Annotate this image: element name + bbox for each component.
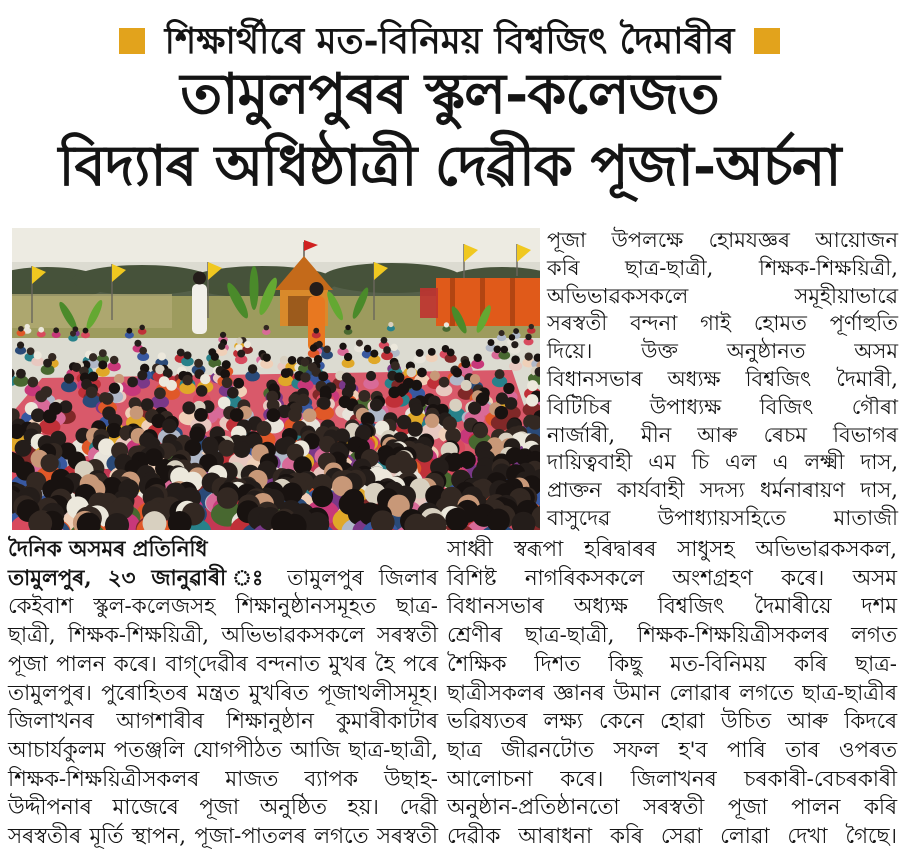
body-column-bottom-right bbox=[447, 536, 897, 852]
photo-haze bbox=[12, 228, 540, 262]
body-column-right-top bbox=[547, 227, 898, 533]
body-column-bottom-left bbox=[8, 536, 438, 852]
body-line: আচাৰ্যকুলম পতঞ্জলি যোগপীঠত আজি ছাত্ৰ-ছাত্ৰী, bbox=[8, 737, 438, 763]
body-line: নাৰ্জাৰী, মীন আৰু ৰেচম বিভাগৰ bbox=[547, 422, 898, 447]
body-line: অনুষ্ঠান-প্ৰতিষ্ঠানতো সৰস্বতী পূজা পালন কৰি bbox=[447, 795, 897, 821]
news-photo bbox=[12, 228, 540, 530]
main-headline-line1: তামুলপুৰৰ স্কুল-কলেজত bbox=[180, 61, 719, 127]
body-line: বাসুদেৱ উপাধ্যায়সহিতে মাতাজী bbox=[547, 505, 898, 530]
body-line: দায়িত্ববাহী এম চি এল এ লক্ষ্মী দাস, bbox=[547, 450, 898, 475]
photo-standing-man-white bbox=[192, 272, 207, 335]
body-line: ছাত্ৰী, শিক্ষক-শিক্ষয়িত্ৰী, অভিভাৱকসকলে সৰস্বতী bbox=[8, 623, 438, 649]
kicker-square-left-icon bbox=[119, 28, 145, 54]
byline: দৈনিক অসমৰ প্ৰতিনিধি bbox=[8, 537, 208, 562]
body-line: কৰি ছাত্ৰ-ছাত্ৰী, শিক্ষক-শিক্ষয়িত্ৰী, bbox=[547, 255, 898, 280]
dateline: তামুলপুৰ, ২৩ জানুৱাৰী ঃ bbox=[8, 565, 272, 591]
body-line: শিক্ষক-শিক্ষয়িত্ৰীসকলৰ মাজত ব্যাপক উছাহ- bbox=[8, 766, 438, 792]
main-headline-line2: বিদ্যাৰ অধিষ্ঠাত্ৰী দেৱীক পূজা-অৰ্চনা bbox=[58, 133, 841, 199]
body-line: উদ্দীপনাৰ মাজেৰে পূজা অনুষ্ঠিত হয়। দেৱী bbox=[8, 795, 438, 821]
body-line: কেইবাশ স্কুল-কলেজসহ শিক্ষানুষ্ঠানসমূহত ছাত্ৰ- bbox=[8, 594, 438, 620]
body-line: অভিভাৱকসকলে সমূহীয়াভাৱে bbox=[547, 283, 898, 308]
photo-standing-man-saffron bbox=[308, 282, 325, 351]
body-line: ভৱিষ্যতৰ লক্ষ্য কেনে হোৱা উচিত আৰু কিদৰে bbox=[447, 709, 897, 735]
news-photo-scene bbox=[12, 228, 540, 530]
body-line: দেৱীক আৰাধনা কৰি সেৱা লোৱা দেখা গৈছে। bbox=[447, 824, 897, 850]
dateline-line bbox=[8, 565, 438, 594]
body-line: বিটিচিৰ উপাধ্যক্ষ বিজিৎ গৌৰা bbox=[547, 394, 898, 419]
kicker-row bbox=[0, 16, 899, 66]
body-line: প্ৰাক্তন কাৰ্যবাহী সদস্য ধৰ্মনাৰায়ণ দাস, bbox=[547, 478, 898, 503]
body-line: বিধানসভাৰ অধ্যক্ষ বিশ্বজিৎ দৈমাৰীয়ে দশম bbox=[447, 594, 897, 620]
body-line: জিলাখনৰ আগশাৰীৰ শিক্ষানুষ্ঠান কুমাৰীকাটাৰ bbox=[8, 709, 438, 735]
body-line: দিয়ে। উক্ত অনুষ্ঠানত অসম bbox=[547, 339, 898, 364]
body-line: ছাত্ৰ জীৱনটোত সফল হ'ব পাৰি তাৰ ওপৰত bbox=[447, 737, 897, 763]
body-line: ছাত্ৰীসকলৰ জ্ঞানৰ উমান লোৱাৰ লগতে ছাত্ৰ-ছাত্ৰীৰ bbox=[447, 680, 897, 706]
body-line: শৈক্ষিক দিশত কিছু মত-বিনিময় কৰি ছাত্ৰ- bbox=[447, 651, 897, 677]
body-line: পূজা উপলক্ষে হোমযজ্ঞৰ আয়োজন bbox=[547, 228, 898, 252]
body-line: সাধ্বী স্বৰূপা হৰিদ্বাৰৰ সাধুসহ অভিভাৱকসকল, bbox=[447, 537, 897, 562]
body-line: সৰস্বতীৰ মূৰ্তি স্থাপন, পূজা-পাতলৰ লগতে সৰস্বতী bbox=[8, 824, 438, 850]
body-line: শ্ৰেণীৰ ছাত্ৰ-ছাত্ৰী, শিক্ষক-শিক্ষয়িত্ৰীসকলৰ লগত bbox=[447, 623, 897, 649]
body-line: তামুলপুৰ। পুৰোহিতৰ মন্ত্ৰত মুখৰিত পূজাথলীসমূহ। bbox=[8, 680, 438, 706]
kicker-square-right-icon bbox=[754, 28, 780, 54]
body-line: বিধানসভাৰ অধ্যক্ষ বিশ্বজিৎ দৈমাৰী, bbox=[547, 366, 898, 391]
body-line: পূজা পালন কৰে। বাগ্‌দেৱীৰ বন্দনাত মুখৰ হৈ পৰে bbox=[8, 651, 438, 677]
body-line: সৰস্বতী বন্দনা গাই হোমত পূৰ্ণাহুতি bbox=[547, 311, 898, 336]
body-line: বিশিষ্ট নাগৰিকসকলে অংশগ্ৰহণ কৰে। অসম bbox=[447, 565, 897, 591]
kicker-headline: শিক্ষাৰ্থীৰে মত-বিনিময় বিশ্বজিৎ দৈমাৰীৰ bbox=[164, 20, 735, 62]
body-line: আলোচনা কৰে। জিলাখনৰ চৰকাৰী-বেচৰকাৰী bbox=[447, 766, 897, 792]
dateline-rest: তামুলপুৰ জিলাৰ bbox=[287, 565, 439, 591]
